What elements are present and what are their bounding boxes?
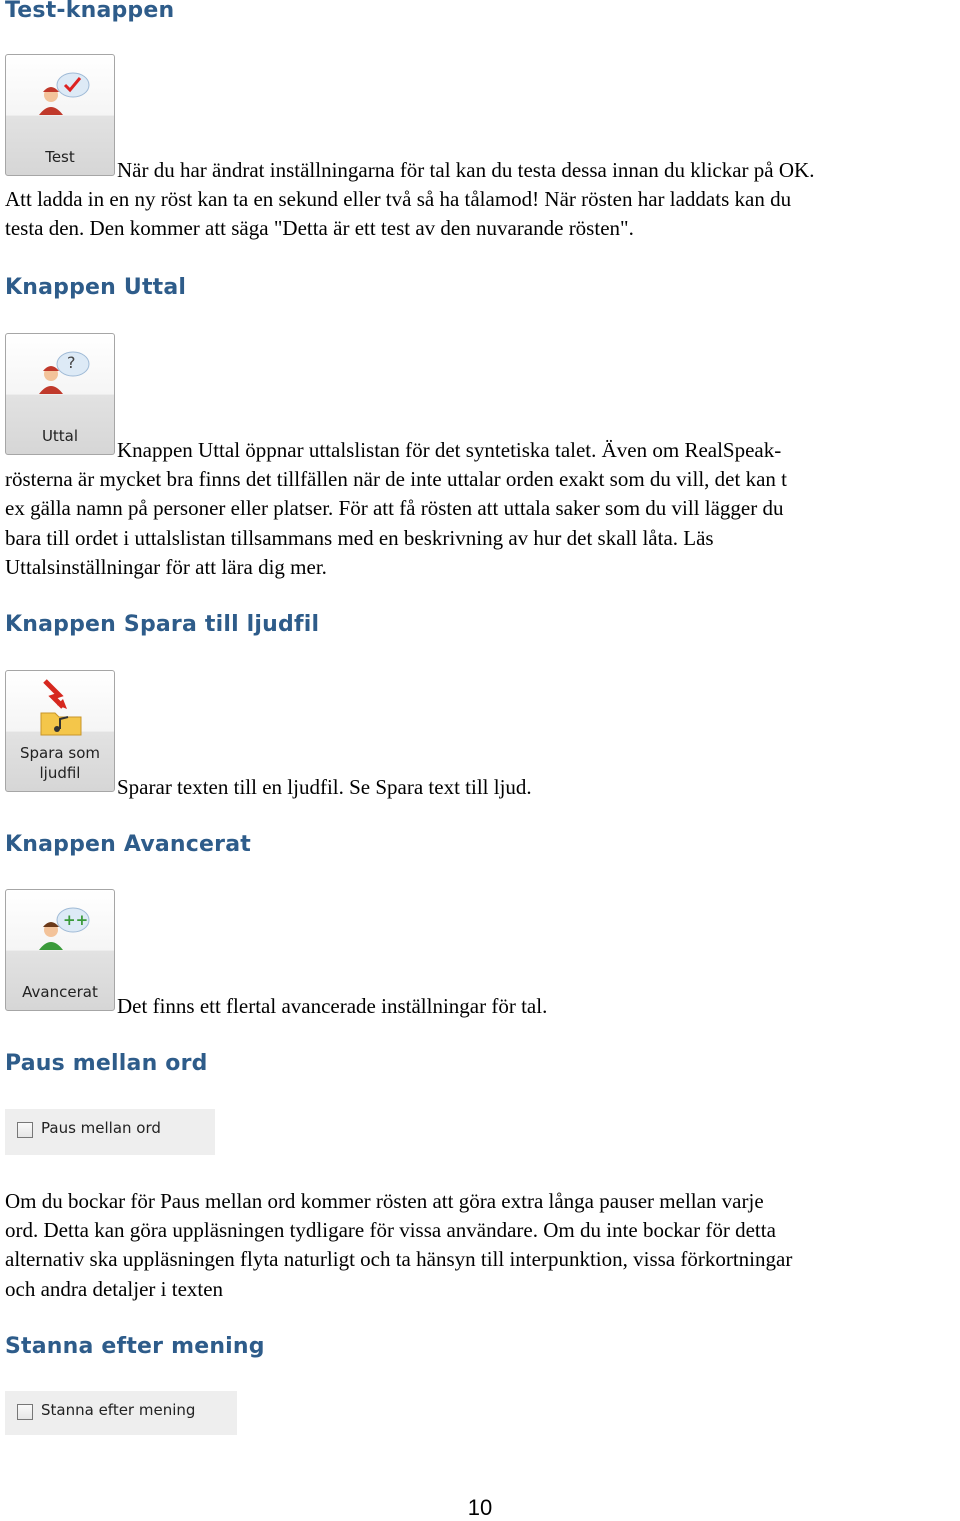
spara-button-label-1: Spara som [20,744,100,762]
heading-test: Test-knappen [5,0,175,23]
checkbox-box[interactable] [17,1122,33,1138]
person-check-icon [31,63,91,123]
heading-avancerat: Knappen Avancerat [5,832,251,857]
text-line: Uttalsinställningar för att lära dig mer. [5,554,327,579]
spara-som-ljudfil-button[interactable] [5,670,115,792]
test-paragraph [5,156,955,244]
text-line: alternativ ska uppläsningen flyta naturligt och ta hänsyn till interpunktion, vissa förkortningar [5,1247,793,1272]
paus-paragraph [5,1187,955,1304]
checkbox-label: Paus mellan ord [41,1119,161,1137]
paus-mellan-ord-checkbox[interactable] [5,1109,215,1155]
heading-spara: Knappen Spara till ljudfil [5,612,320,637]
page-number: 10 [467,1495,493,1520]
person-plus-icon [31,898,91,958]
spara-button-label-2: ljudfil [39,764,81,782]
heading-stanna: Stanna efter mening [5,1334,265,1359]
text-line: Knappen Uttal öppnar uttalslistan för det syntetiska talet. Även om RealSpeak- [117,438,782,462]
avancerat-text: Det finns ett flertal avancerade inställningar för tal. [117,994,548,1018]
uttal-paragraph [5,436,955,582]
text-line: testa den. Den kommer att säga "Detta är ett test av den nuvarande rösten". [5,216,634,241]
heading-paus: Paus mellan ord [5,1051,208,1076]
text-line: bara till ordet i uttalslistan tillsammans med en beskrivning av hur det skall låta. Läs [5,525,714,550]
stanna-efter-mening-checkbox[interactable] [5,1391,237,1435]
text-line: rösterna är mycket bra finns det tillfällen när de inte uttalar orden exakt som du vill, det kan t [5,467,787,492]
spara-text: Sparar texten till en ljudfil. Se Spara text till ljud. [117,775,532,799]
checkbox-box[interactable] [17,1404,33,1420]
test-button-label: Test [45,148,75,166]
text-line: När du har ändrat inställningarna för tal kan du testa dessa innan du klickar på OK. [117,158,815,182]
text-line: och andra detaljer i texten [5,1276,224,1301]
text-line: ord. Detta kan göra uppläsningen tydligare för vissa användare. Om du inte bockar för detta [5,1218,776,1243]
avancerat-button-label: Avancerat [22,983,98,1001]
svg-text:?: ? [67,353,76,372]
save-audio-icon [31,679,91,739]
avancerat-button[interactable] [5,889,115,1011]
text-line: Om du bockar för Paus mellan ord kommer rösten att göra extra långa pauser mellan varje [5,1189,764,1213]
text-line: Att ladda in en ny röst kan ta en sekund eller två så ha tålamod! När rösten har laddats kan du [5,187,792,212]
person-question-icon [31,342,91,402]
heading-uttal: Knappen Uttal [5,275,187,300]
svg-text:++: ++ [63,911,89,929]
text-line: ex gälla namn på personer eller platser. För att få rösten att uttala saker som du vill lägger du [5,496,784,521]
uttal-button-label: Uttal [41,427,79,445]
checkbox-label: Stanna efter mening [41,1401,196,1419]
